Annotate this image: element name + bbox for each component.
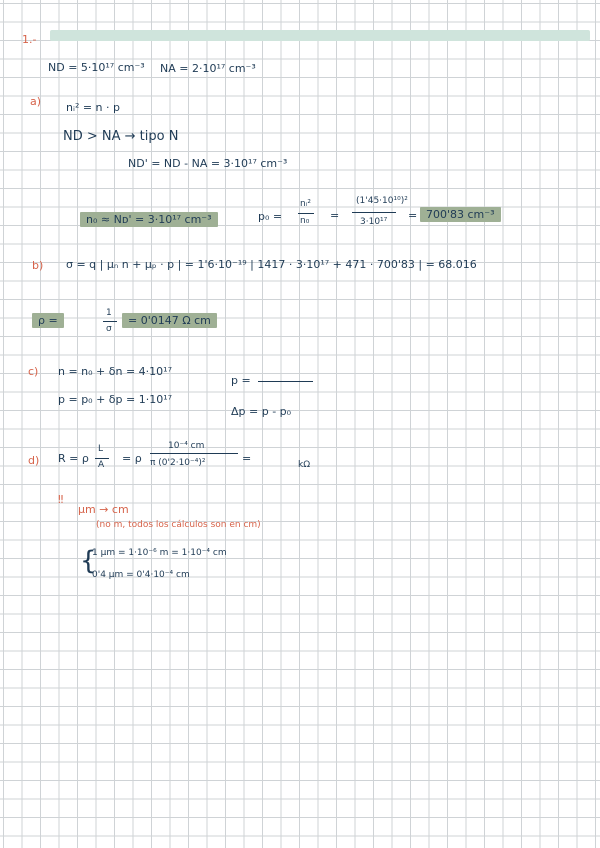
net-donor-concentration: ND' = ND - NA = 3·10¹⁷ cm⁻³	[128, 157, 288, 170]
resistivity-lhs	[32, 315, 64, 326]
part-d-label: d)	[28, 454, 40, 467]
resistance-unit: kΩ	[298, 460, 311, 470]
rho-highlight: ρ =	[32, 313, 64, 328]
p0-lhs: p₀ =	[258, 210, 283, 223]
conversion-brace: {	[80, 546, 97, 576]
p0-equals: =	[330, 209, 340, 222]
p0-highlight: 700'83 cm⁻³	[420, 207, 501, 222]
problem-number: 1.-	[22, 33, 37, 46]
excess-hole-definition: Δp = p - p₀	[231, 405, 292, 418]
p0-numerator: nᵢ²	[300, 199, 311, 209]
p0-value-fraction-bar	[352, 212, 396, 213]
micron-conversion-2: 0'4 μm = 0'4·10⁻⁴ cm	[92, 570, 190, 580]
p0-result	[420, 209, 501, 220]
hole-concentration: p = p₀ + δp = 1·10¹⁷	[58, 393, 173, 406]
section-highlight-bar	[50, 30, 590, 41]
n0-result	[80, 214, 218, 225]
mass-action-law: nᵢ² = n · p	[66, 101, 121, 114]
rho-denominator: σ	[106, 324, 112, 334]
rho-fraction-bar	[103, 321, 117, 322]
p0-fraction-bar	[298, 213, 314, 214]
length-value: 10⁻⁴ cm	[168, 441, 205, 451]
p-equals: p =	[231, 374, 251, 387]
n-type-condition: ND > NA → tipo N	[63, 129, 179, 144]
area-value: π (0'2·10⁻⁴)²	[150, 458, 206, 468]
resistance-denominator-a: A	[98, 460, 105, 470]
p0-equals-2: =	[408, 209, 418, 222]
n0-highlight: n₀ ≈ Nᴅ' = 3·10¹⁷ cm⁻³	[80, 212, 218, 227]
part-c-label: c)	[28, 365, 39, 378]
resistance-equals-2: =	[242, 452, 252, 465]
resistance-numerator-l: L	[98, 444, 104, 454]
resistance-fraction-bar	[150, 453, 238, 454]
p0-denominator: n₀	[300, 216, 310, 226]
rho-result-highlight: = 0'0147 Ω cm	[122, 313, 217, 328]
blank-answer-line	[258, 381, 313, 382]
resistance-lhs: R = ρ	[58, 452, 89, 465]
resistance-equals-rho: = ρ	[122, 452, 142, 465]
warning-mark: ‼	[58, 493, 64, 506]
p0-denominator-value: 3·10¹⁷	[360, 217, 388, 227]
acceptor-concentration: NA = 2·10¹⁷ cm⁻³	[160, 62, 256, 75]
unit-conversion-note: μm → cm	[78, 503, 129, 516]
part-b-label: b)	[32, 259, 44, 272]
conductivity-equation: σ = q | μₙ n + μₚ · p | = 1'6·10⁻¹⁹ | 1417 · 3·10¹⁷ + 471 · 700'83 | = 68.016	[66, 258, 477, 271]
p0-numerator-value: (1'45·10¹⁰)²	[356, 196, 408, 206]
unit-conversion-comment: (no m, todos los cálculos son en cm)	[96, 520, 261, 530]
l-over-a-fraction-bar	[95, 458, 109, 459]
resistivity-result	[122, 315, 217, 326]
part-a-label: a)	[30, 95, 42, 108]
electron-concentration: n = n₀ + δn = 4·10¹⁷	[58, 365, 172, 378]
rho-numerator: 1	[106, 308, 112, 318]
micron-conversion-1: 1 μm = 1·10⁻⁶ m = 1·10⁻⁴ cm	[92, 548, 227, 558]
donor-concentration: ND = 5·10¹⁷ cm⁻³	[48, 61, 145, 74]
